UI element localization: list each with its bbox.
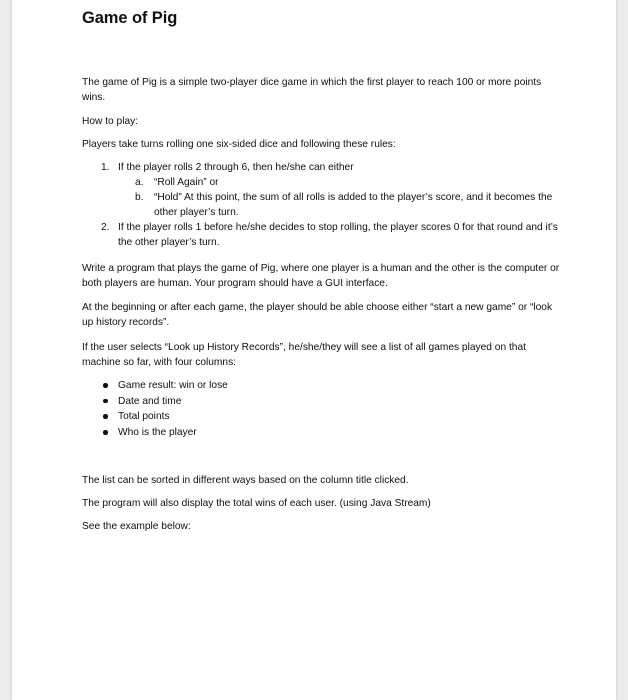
rule-number: 2. <box>101 222 110 233</box>
document-page <box>12 0 616 700</box>
sort-paragraph: The list can be sorted in different ways based on the column title clicked. <box>82 475 409 486</box>
how-to-play-heading: How to play: <box>82 116 139 127</box>
bullet-icon <box>103 430 108 435</box>
rule-item-2 <box>82 220 562 250</box>
sub-rule-item-b <box>118 190 562 220</box>
list-item <box>82 425 562 441</box>
bullet-icon <box>103 399 108 404</box>
bullet-icon <box>103 383 108 388</box>
sub-rule-item-a <box>118 175 562 190</box>
wins-paragraph: The program will also display the total wins of each user. (using Java Stream) <box>82 498 431 509</box>
example-paragraph: See the example below: <box>82 521 191 532</box>
list-item <box>82 394 562 410</box>
program-paragraph: Write a program that plays the game of Pig, where one player is a human and the other is the computer or both players are human. Your program should have a GUI interface. <box>82 263 560 289</box>
intro-paragraph: The game of Pig is a simple two-player dice game in which the first player to reach 100 or more points wins. <box>82 77 542 103</box>
rule-item-1 <box>82 160 562 220</box>
rules-list <box>82 160 562 250</box>
list-item <box>82 409 562 425</box>
list-item <box>82 378 562 394</box>
rules-intro-paragraph: Players take turns rolling one six-sided dice and following these rules: <box>82 139 396 150</box>
list-item-text: Total points <box>118 411 170 423</box>
list-item-text: Date and time <box>118 395 182 407</box>
sub-rule-letter: b. <box>135 192 144 203</box>
rule-number: 1. <box>101 162 110 173</box>
list-item-text: Game result: win or lose <box>118 380 228 391</box>
columns-list <box>82 378 562 441</box>
sub-rule-text: “Hold” At this point, the sum of all rolls is added to the player’s score, and it becomes the other player’s turn. <box>154 192 553 218</box>
beginning-paragraph: At the beginning or after each game, the player should be able choose either “start a new game” or “look up history records”. <box>82 302 553 328</box>
document-title: Game of Pig <box>82 9 178 27</box>
sub-rule-text: “Roll Again” or <box>154 177 219 188</box>
sub-rule-letter: a. <box>135 177 144 188</box>
list-item-text: Who is the player <box>118 427 197 439</box>
rule-text: If the player rolls 1 before he/she decides to stop rolling, the player scores 0 for that round and it’s the other player’s turn. <box>118 222 558 248</box>
rule-text: If the player rolls 2 through 6, then he/she can either <box>118 162 354 173</box>
bullet-icon <box>103 414 108 419</box>
history-paragraph: If the user selects “Look up History Records”, he/she/they will see a list of all games played on that machine so far, with four columns: <box>82 342 526 368</box>
